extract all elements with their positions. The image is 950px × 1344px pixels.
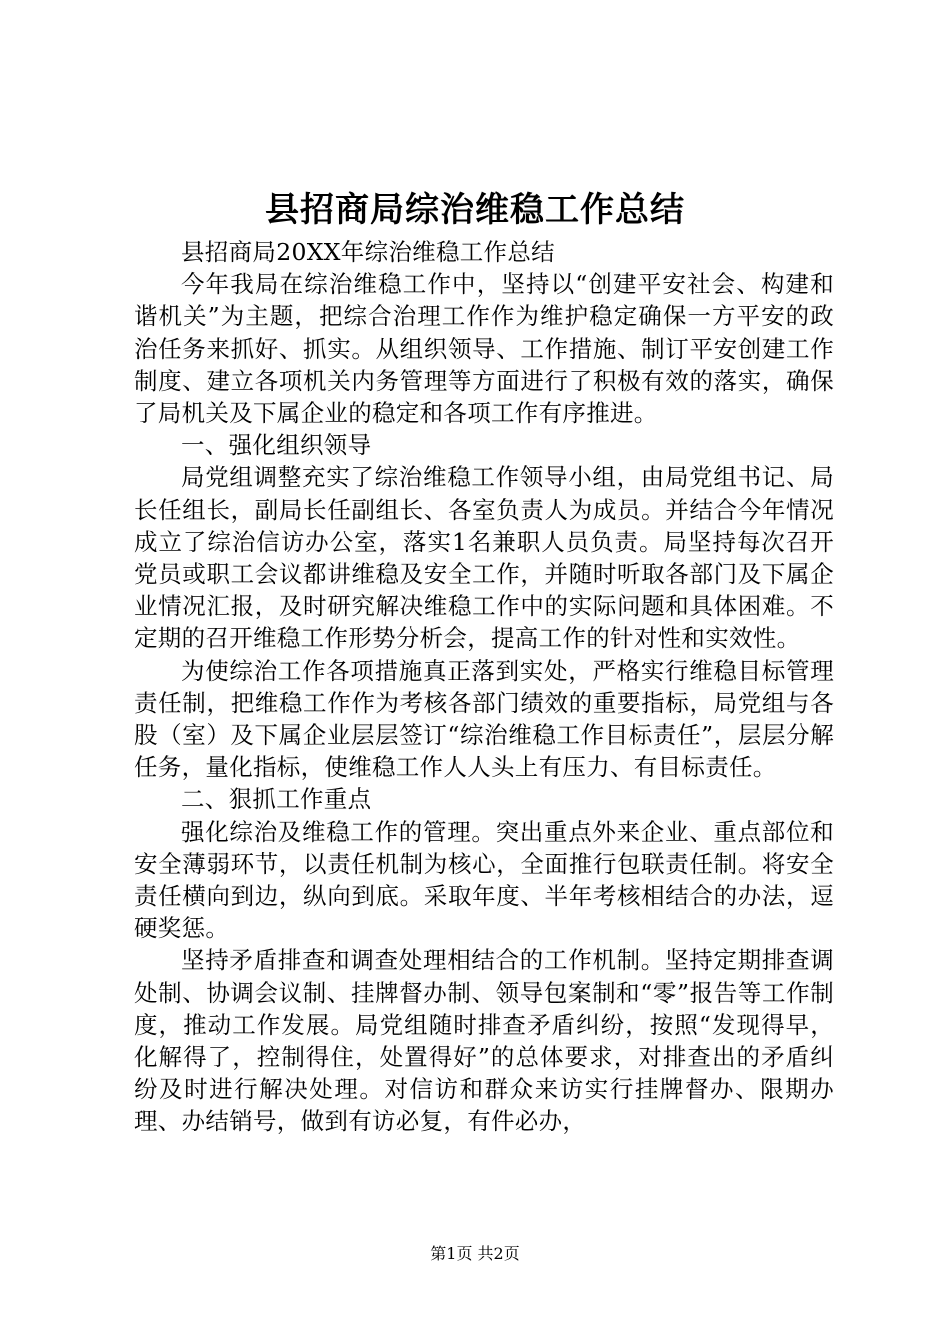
paragraph: 强化综治及维稳工作的管理。突出重点外来企业、重点部位和安全薄弱环节，以责任机制为核心，全面推行包联责任制。将安全责任横向到边，纵向到底。采取年度、半年考核相结合的办法，逗硬奖惩。	[134, 817, 834, 943]
section-heading-2: 二、狠抓工作重点	[181, 785, 372, 814]
paragraph: 坚持矛盾排查和调查处理相结合的工作机制。坚持定期排查调处制、协调会议制、挂牌督办制、领导包案制和“零”报告等工作制度，推动工作发展。局党组随时排查矛盾纠纷，按照“发现得早，化解得了，控制得住，处置得好”的总体要求，对排查出的矛盾纠纷及时进行解决处理。对信访和群众来访实行挂牌督办、限期办理、办结销号，做到有访必复，有件必办，	[134, 946, 834, 1136]
paragraph: 为使综治工作各项措施真正落到实处，严格实行维稳目标管理责任制，把维稳工作作为考核各部门绩效的重要指标，局党组与各股（室）及下属企业层层签订“综治维稳工作目标责任”，层层分解任务，量化指标，使维稳工作人人头上有压力、有目标责任。	[134, 656, 834, 782]
page-footer: 第1页 共2页	[430, 1244, 520, 1263]
document-body	[134, 236, 834, 1138]
paragraph-subtitle: 县招商局20XX年综治维稳工作总结	[181, 238, 555, 266]
paragraph-intro: 今年我局在综治维稳工作中，坚持以“创建平安社会、构建和谐机关”为主题，把综合治理工作作为维护稳定确保一方平安的政治任务来抓好、抓实。从组织领导、工作措施、制订平安创建工作制度、建立各项机关内务管理等方面进行了积极有效的落实，确保了局机关及下属企业的稳定和各项工作有序推进。	[134, 270, 834, 428]
section-heading-1: 一、强化组织领导	[181, 431, 372, 460]
paragraph: 局党组调整充实了综治维稳工作领导小组，由局党组书记、局长任组长，副局长任副组长、各室负责人为成员。并结合今年情况成立了综治信访办公室，落实1名兼职人员负责。局坚持每次召开党员或职工会议都讲维稳及安全工作，并随时听取各部门及下属企业情况汇报，及时研究解决维稳工作中的实际问题和具体困难。不定期的召开维稳工作形势分析会，提高工作的针对性和实效性。	[134, 463, 834, 653]
document-title: 县招商局综治维稳工作总结	[265, 190, 685, 230]
